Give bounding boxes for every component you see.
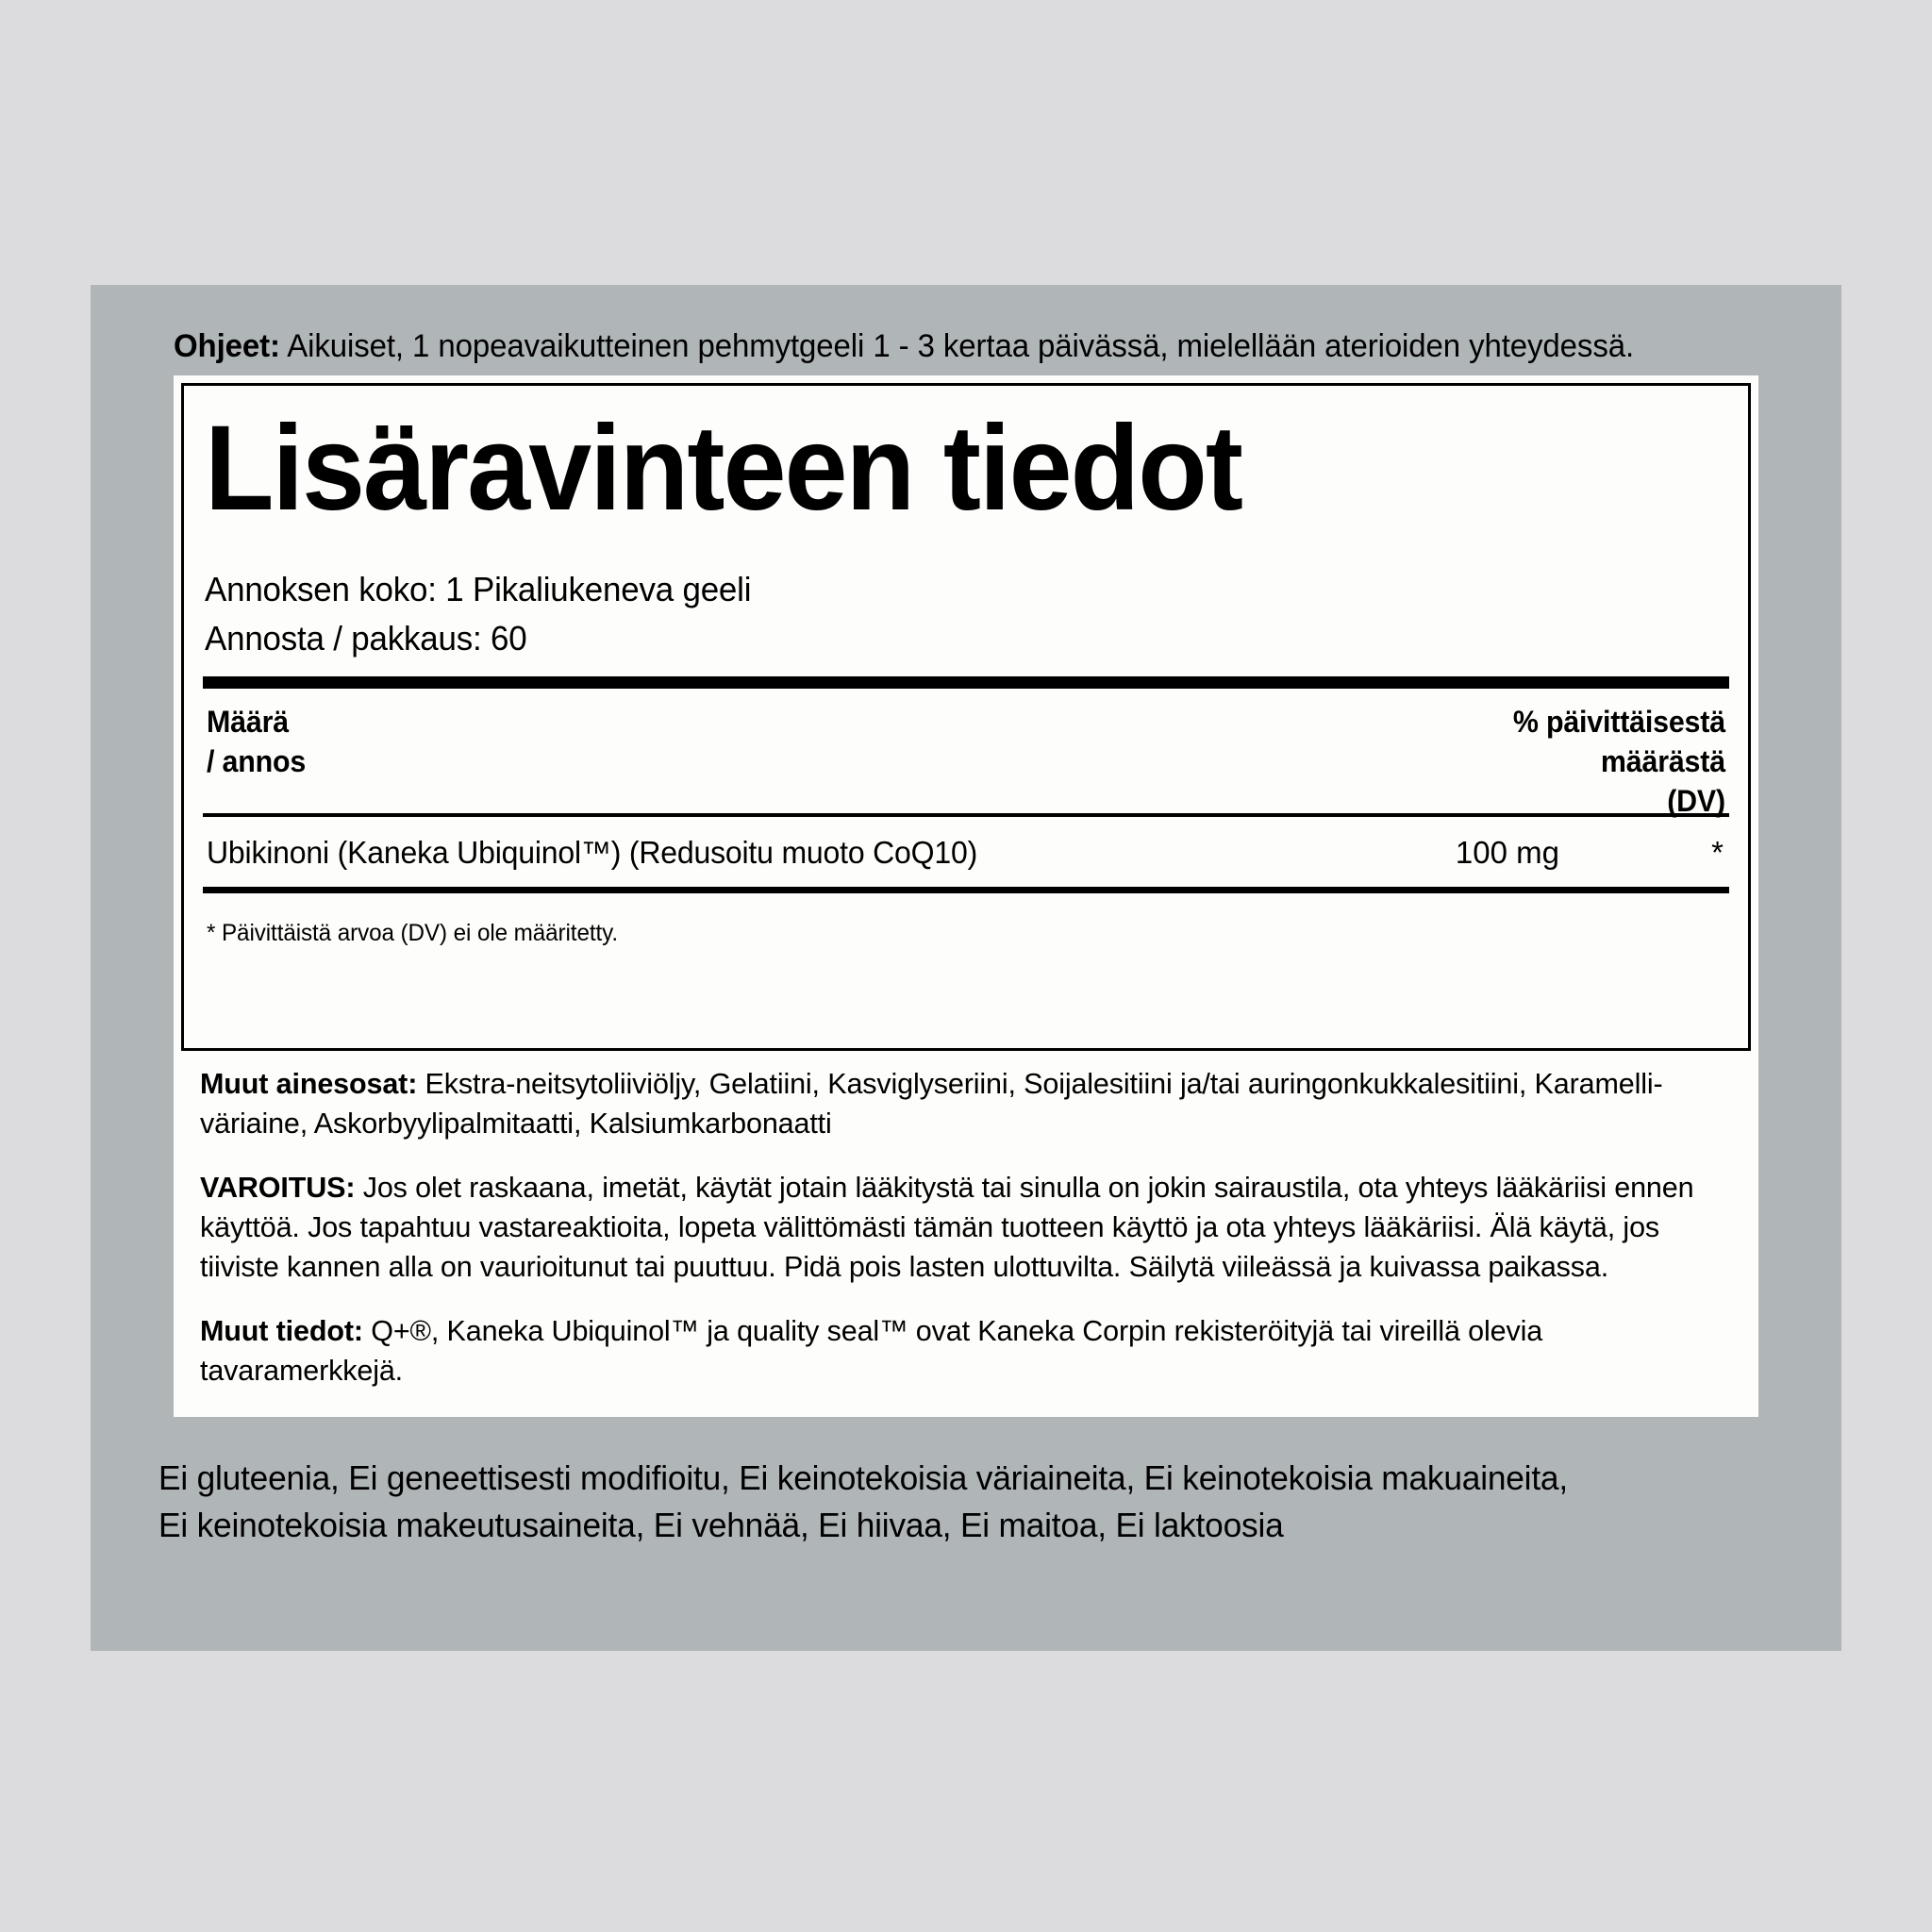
supplement-facts-title: Lisäravinteen tiedot	[205, 401, 1242, 536]
supplement-facts-card	[174, 375, 1758, 1417]
table-column-headers	[203, 689, 1729, 818]
daily-value-header	[1513, 702, 1725, 821]
warning-paragraph	[200, 1168, 1707, 1287]
footer-rule	[203, 887, 1729, 893]
claims-line-2: Ei keinotekoisia makeutusaineita, Ei vehnää, Ei hiivaa, Ei maitoa, Ei laktoosia	[158, 1506, 1284, 1544]
directions-line	[174, 326, 1729, 366]
directions-text: Aikuiset, 1 nopeavaikutteinen pehmytgeeli 1 - 3 kertaa päivässä, mielellään aterioiden yhteydessä.	[287, 328, 1635, 364]
amount-header-line-1: Määrä	[207, 705, 289, 739]
amount-per-serving-header	[207, 702, 306, 781]
table-row	[203, 817, 1729, 887]
nutrient-name: Ubikinoni (Kaneka Ubiquinol™) (Redusoitu muoto CoQ10)	[207, 835, 978, 870]
supplement-label-panel	[91, 285, 1841, 1651]
serving-size-line: Annoksen koko: 1 Pikaliukeneva geeli	[205, 570, 752, 608]
other-ingredients-text: Ekstra-neitsytoliiviöljy, Gelatiini, Kasviglyseriini, Soijalesitiini ja/tai auringonkukkalesitiini, Karamelli-väriaine, Askorbyylipalmitaatti, Kalsiumkarbonaatti	[200, 1067, 1663, 1140]
claims-line-1: Ei gluteenia, Ei geneettisesti modifioitu, Ei keinotekoisia väriaineita, Ei keinotekoisia makuaineita,	[158, 1458, 1568, 1497]
amount-header-line-2: / annos	[207, 744, 307, 778]
nutrient-daily-value: *	[1711, 835, 1724, 870]
other-info-text: Q+®, Kaneka Ubiquinol™ ja quality seal™ ovat Kaneka Corpin rekisteröityjä tai vireillä olevia tavaramerkkejä.	[200, 1314, 1543, 1387]
daily-value-footnote: * Päivittäistä arvoa (DV) ei ole määritetty.	[207, 920, 618, 946]
dv-header-line-3: (DV)	[1667, 784, 1725, 818]
other-info-paragraph	[200, 1311, 1707, 1391]
directions-label: Ohjeet:	[174, 328, 280, 364]
header-rule-thick	[203, 676, 1729, 689]
dv-header-line-1: % päivittäisestä	[1512, 705, 1725, 739]
supplement-facts-box	[181, 383, 1751, 1051]
other-info-label: Muut tiedot:	[200, 1314, 363, 1347]
warning-label: VAROITUS:	[200, 1171, 356, 1204]
other-ingredients-label: Muut ainesosat:	[200, 1067, 418, 1100]
free-from-claims	[158, 1455, 1749, 1549]
other-ingredients-paragraph	[200, 1064, 1707, 1143]
warning-text: Jos olet raskaana, imetät, käytät jotain lääkitystä tai sinulla on jokin sairaustila, ota yhteys lääkäriisi ennen käyttöä. Jos tapahtuu vastareaktioita, lopeta välittömästi tämän tuotteen käyttö ja ota yhteys lääkäriisi. Älä käytä, jos tiiviste kannen alla on vaurioitunut tai puuttuu. Pidä pois lasten ulottuvilta. Säilytä viileässä ja kuivassa paikassa.	[200, 1171, 1694, 1283]
dv-header-line-2: määrästä	[1600, 744, 1725, 778]
servings-per-container-line: Annosta / pakkaus: 60	[205, 619, 527, 658]
label-body-text	[200, 1064, 1730, 1391]
nutrient-amount: 100 mg	[1455, 835, 1559, 870]
